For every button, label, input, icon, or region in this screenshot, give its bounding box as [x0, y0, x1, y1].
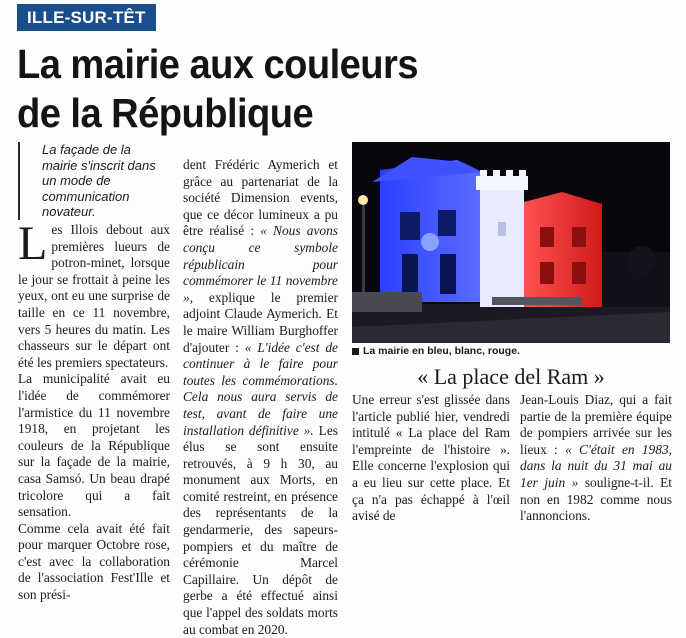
correction-heading: « La place del Ram »	[417, 364, 605, 389]
standfirst: La façade de la mairie s'inscrit dans un mode de communication novateur.	[18, 142, 168, 220]
photo-caption	[352, 345, 520, 357]
caption-square-icon	[352, 348, 359, 355]
headline-line-1: La mairie aux couleurs	[17, 41, 418, 87]
quote-diaz: « C'était en 1983, dans la nuit du 31 mai au 1er juin »	[520, 441, 672, 490]
text-run: souligne-t-il. Et non en 1982 comme nous l'annoncions.	[520, 474, 673, 524]
caption-text: La mairie en bleu, blanc, rouge.	[363, 345, 520, 357]
correction-column-1	[352, 392, 510, 525]
column-2-paragraph	[183, 157, 338, 638]
quote-aymerich: « Nous avons conçu ce symbole républicain pour commémorer le 11 novembre »	[183, 223, 338, 305]
article-headline	[17, 40, 631, 138]
photo-town-hall-illuminated	[352, 142, 670, 343]
text-run: Les élus se sont ensuite retrouvés, à 9 h 30, au monument aux Morts, en comité restreint, en présence des représentants de la gendarmerie, des sapeurs-pompiers et du maître de cérémonie Marcel Capillaire. Un dépôt de gerbe a été effectué ainsi que l'appel des soldats morts au combat en 2020.	[183, 422, 338, 637]
section-tag: ILLE-SUR-TÊT	[17, 4, 156, 31]
photo-illustration	[352, 142, 670, 343]
correction-column-2	[520, 392, 672, 525]
headline-line-2: de la République	[17, 90, 314, 136]
quote-mayor: « L'idée c'est de continuer à le faire pour toutes les commémorations. Cela nous aura servis de test, avant de faire une installation définitive ».	[183, 339, 338, 438]
text-run: , explique le premier adjoint Claude Aymerich. Et le maire William Burghoffer d'ajouter :	[183, 289, 338, 355]
drop-cap: L	[18, 217, 48, 270]
text-run: dent Frédéric Aymerich et grâce au partenariat de la société Dimension events, que ce décor lumineux a pu être réalisé :	[183, 157, 338, 239]
paragraph-2: La municipalité avait eu l'idée de commémorer l'armistice du 11 novembre 1918, en projetant les couleurs de la République sur la façade de la mairie, casa Samsó. Un beau drapé tricolore qui a fait sensation.	[18, 371, 170, 520]
paragraph-1	[18, 217, 170, 371]
correction-text-2	[520, 392, 672, 525]
article-column-1	[18, 217, 170, 604]
paragraph-1-text: es Illois debout aux premières lueurs de potron-minet, lorsque le jour se frottait à peine les yeux, ont eu une surprise de taille en ce 11 novembre, vers 5 heures du matin. Les chasseurs sur le départ ont été les premiers spectateurs.	[18, 222, 170, 370]
paragraph-3: Comme cela avait été fait pour marquer Octobre rose, c'est avec la collaboration de l'association Fest'Ille et son prési-	[18, 520, 170, 603]
correction-text-1: Une erreur s'est glissée dans l'article publié hier, vendredi intitulé « La place del Ram l'empreinte de l'histoire ». Elle concerne l'explosion qui a eu lieu sur cette place. Et ça n'a pas échappé à l'œil avisé de	[352, 392, 510, 524]
text-run: Jean-Louis Diaz, qui a fait partie de la première équipe de pompiers arrivée sur les lieux :	[520, 392, 672, 457]
article-column-2	[183, 157, 338, 638]
